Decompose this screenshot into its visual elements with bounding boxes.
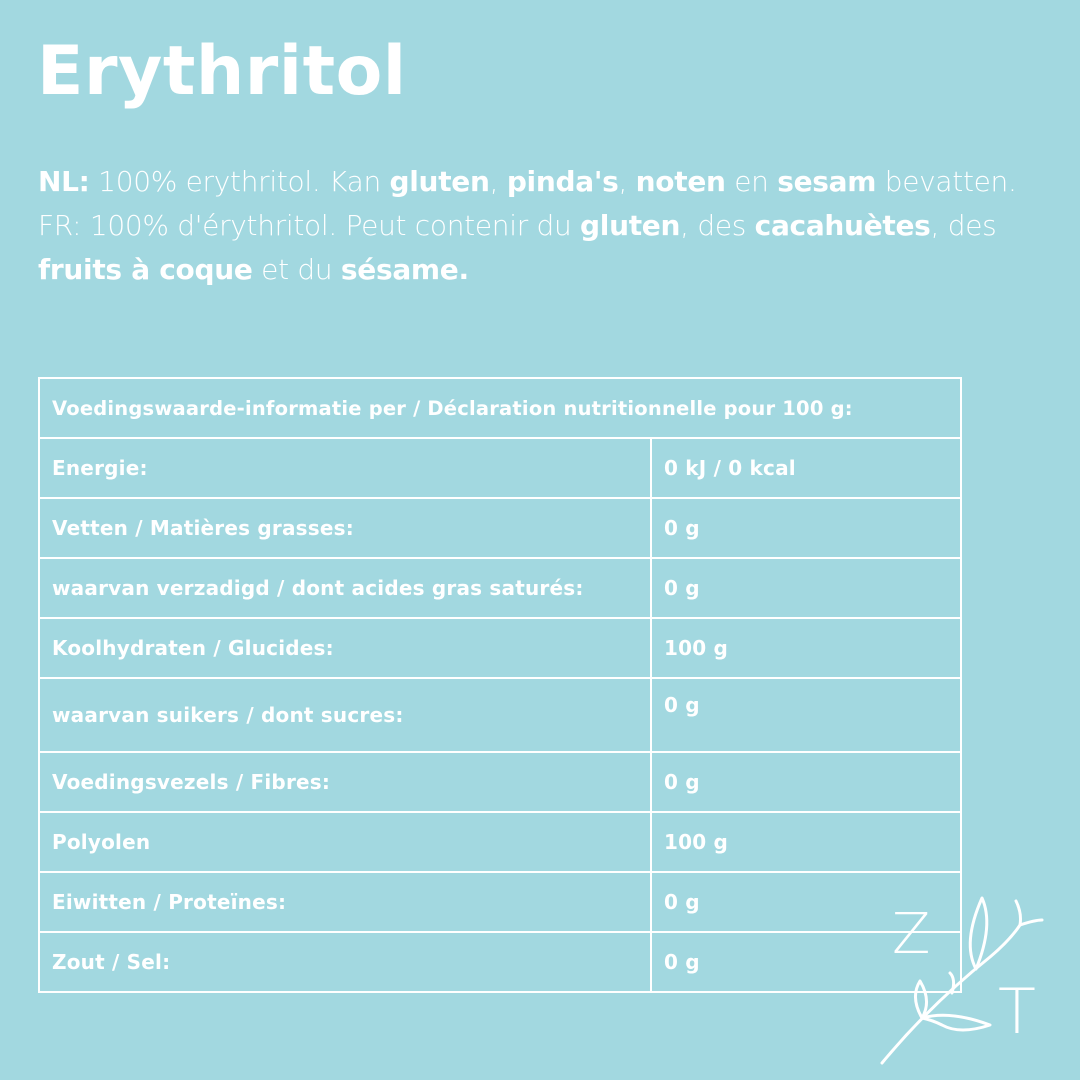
lang-prefix-nl: NL: [38, 165, 90, 198]
ingredients-fr-text: FR: 100% d'érythritol. Peut contenir du [38, 209, 581, 242]
separator: et du [252, 253, 341, 286]
allergen: gluten [580, 209, 681, 242]
nutrition-table [38, 377, 962, 993]
allergen: sésame. [340, 253, 469, 286]
table-row [39, 932, 961, 992]
nutrient-value: 0 g [651, 498, 961, 558]
allergen: sesam [777, 165, 877, 198]
nutrient-value: 0 g [651, 558, 961, 618]
table-row [39, 618, 961, 678]
brand-logo [870, 885, 1060, 1075]
ingredients-nl-text: 100% erythritol. Kan [89, 165, 390, 198]
nutrient-label: Voedingsvezels / Fibres: [39, 752, 651, 812]
table-row [39, 678, 961, 752]
table-row [39, 752, 961, 812]
nutrient-label: Zout / Sel: [39, 932, 651, 992]
separator: , [618, 165, 636, 198]
separator: , des [930, 209, 997, 242]
nutrient-label: Eiwitten / Proteïnes: [39, 872, 651, 932]
separator: , [489, 165, 507, 198]
nutrient-label: waarvan suikers / dont sucres: [39, 678, 651, 752]
nutrient-label: waarvan verzadigd / dont acides gras saturés: [39, 558, 651, 618]
separator: , des [680, 209, 755, 242]
nutrient-label: Vetten / Matières grasses: [39, 498, 651, 558]
nutrient-value: 0 kJ / 0 kcal [651, 438, 961, 498]
nutrition-header: Voedingswaarde-informatie per / Déclaration nutritionnelle pour 100 g: [39, 378, 961, 438]
nutrient-label: Polyolen [39, 812, 651, 872]
table-row [39, 438, 961, 498]
logo-letter-t: T [998, 975, 1036, 1048]
allergen: fruits à coque [38, 253, 253, 286]
nutrient-value: 0 g [651, 678, 961, 752]
table-row [39, 812, 961, 872]
table-row [39, 872, 961, 932]
nutrient-label: Energie: [39, 438, 651, 498]
nutrient-value: 100 g [651, 812, 961, 872]
allergen: noten [635, 165, 726, 198]
logo-letter-z: Z [892, 902, 931, 967]
allergen: cacahuètes [754, 209, 931, 242]
table-row [39, 498, 961, 558]
ingredients-nl-text: bevatten. [876, 165, 1017, 198]
separator: en [725, 165, 778, 198]
ingredients-nl [38, 160, 1058, 204]
nutrient-value: 0 g [651, 752, 961, 812]
nutrient-value: 0 g [651, 932, 961, 992]
nutrition-header-row [39, 378, 961, 438]
ingredients-text [38, 160, 1058, 292]
allergen: gluten [389, 165, 490, 198]
nutrient-value: 0 g [651, 872, 961, 932]
allergen: pinda's [506, 165, 619, 198]
ingredients-fr [38, 204, 1058, 292]
nutrient-label: Koolhydraten / Glucides: [39, 618, 651, 678]
table-row [39, 558, 961, 618]
product-title: Erythritol [37, 32, 407, 111]
nutrient-value: 100 g [651, 618, 961, 678]
